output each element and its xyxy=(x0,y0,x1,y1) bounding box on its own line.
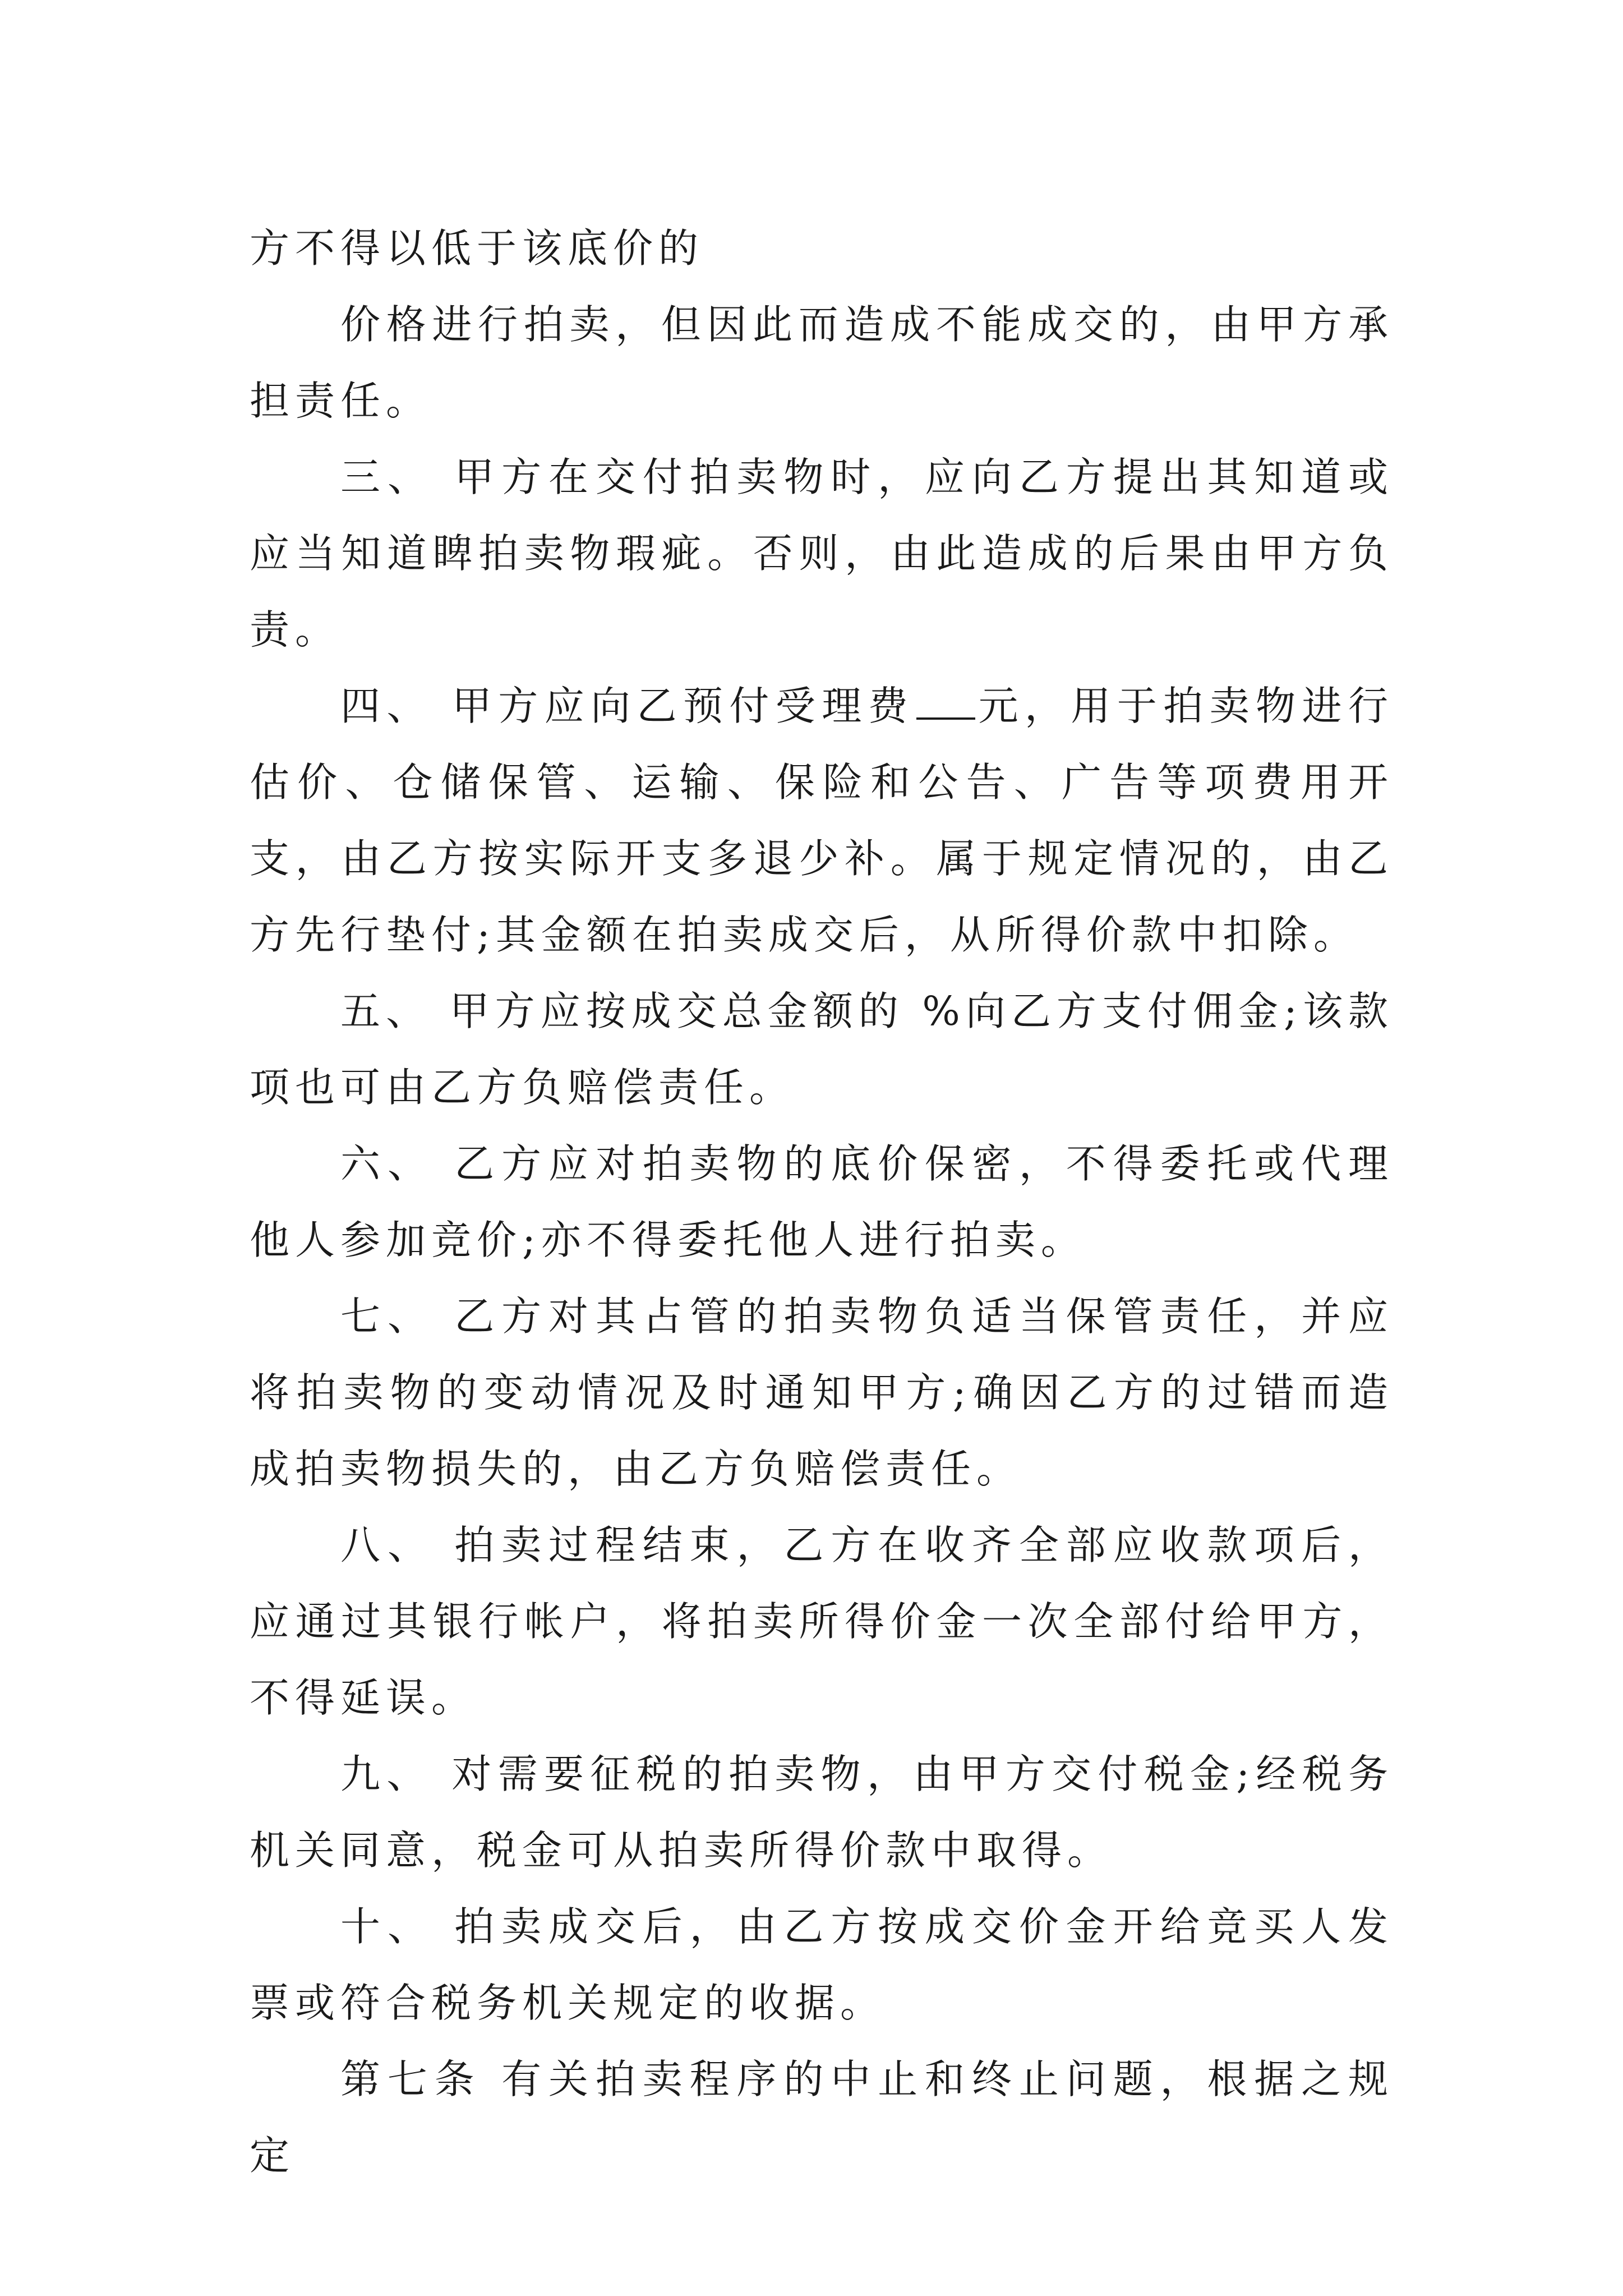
clause-3: 三、 甲方在交付拍卖物时，应向乙方提出其知道或应当知道睥拍卖物瑕疵。否则，由此造成的后果由甲方负责。 xyxy=(250,454,1394,653)
clause-9: 九、 对需要征税的拍卖物，由甲方交付税金;经税务机关同意，税金可从拍卖所得价款中取得。 xyxy=(250,1751,1394,1874)
paragraph-price: 价格进行拍卖，但因此而造成不能成交的，由甲方承担责任。 xyxy=(250,301,1394,424)
clause-10: 十、 拍卖成交后，由乙方按成交价金开给竞买人发票或符合税务机关规定的收据。 xyxy=(250,1903,1394,2026)
clause-5: 五、 甲方应按成交总金额的 %向乙方支付佣金;该款项也可由乙方负赔偿责任。 xyxy=(250,988,1394,1111)
article-7: 第七条 有关拍卖程序的中止和终止问题，根据之规定 xyxy=(250,2056,1394,2179)
clause-4-text-before: 四、 甲方应向乙预付受理费 xyxy=(340,683,915,729)
document-body xyxy=(250,210,1394,2194)
fee-blank-line xyxy=(916,684,975,720)
clause-7: 七、 乙方对其占管的拍卖物负适当保管责任，并应将拍卖物的变动情况及时通知甲方;确因乙方的过错而造成拍卖物损失的，由乙方负赔偿责任。 xyxy=(250,1293,1394,1492)
clause-4-text-after: 元，用于拍卖物进行估价、仓储保管、运输、保险和公告、广告等项费用开支，由乙方按实际开支多退少补。属于规定情况的，由乙方先行垫付;其金额在拍卖成交后，从所得价款中扣除。 xyxy=(250,683,1394,958)
paragraph-continuation: 方不得以低于该底价的 xyxy=(250,225,704,272)
clause-4 xyxy=(250,668,1394,973)
clause-6: 六、 乙方应对拍卖物的底价保密，不得委托或代理他人参加竞价;亦不得委托他人进行拍卖。 xyxy=(250,1140,1394,1263)
clause-8: 八、 拍卖过程结束，乙方在收齐全部应收款项后，应通过其银行帐户，将拍卖所得价金一次全部付给甲方，不得延误。 xyxy=(250,1522,1394,1721)
